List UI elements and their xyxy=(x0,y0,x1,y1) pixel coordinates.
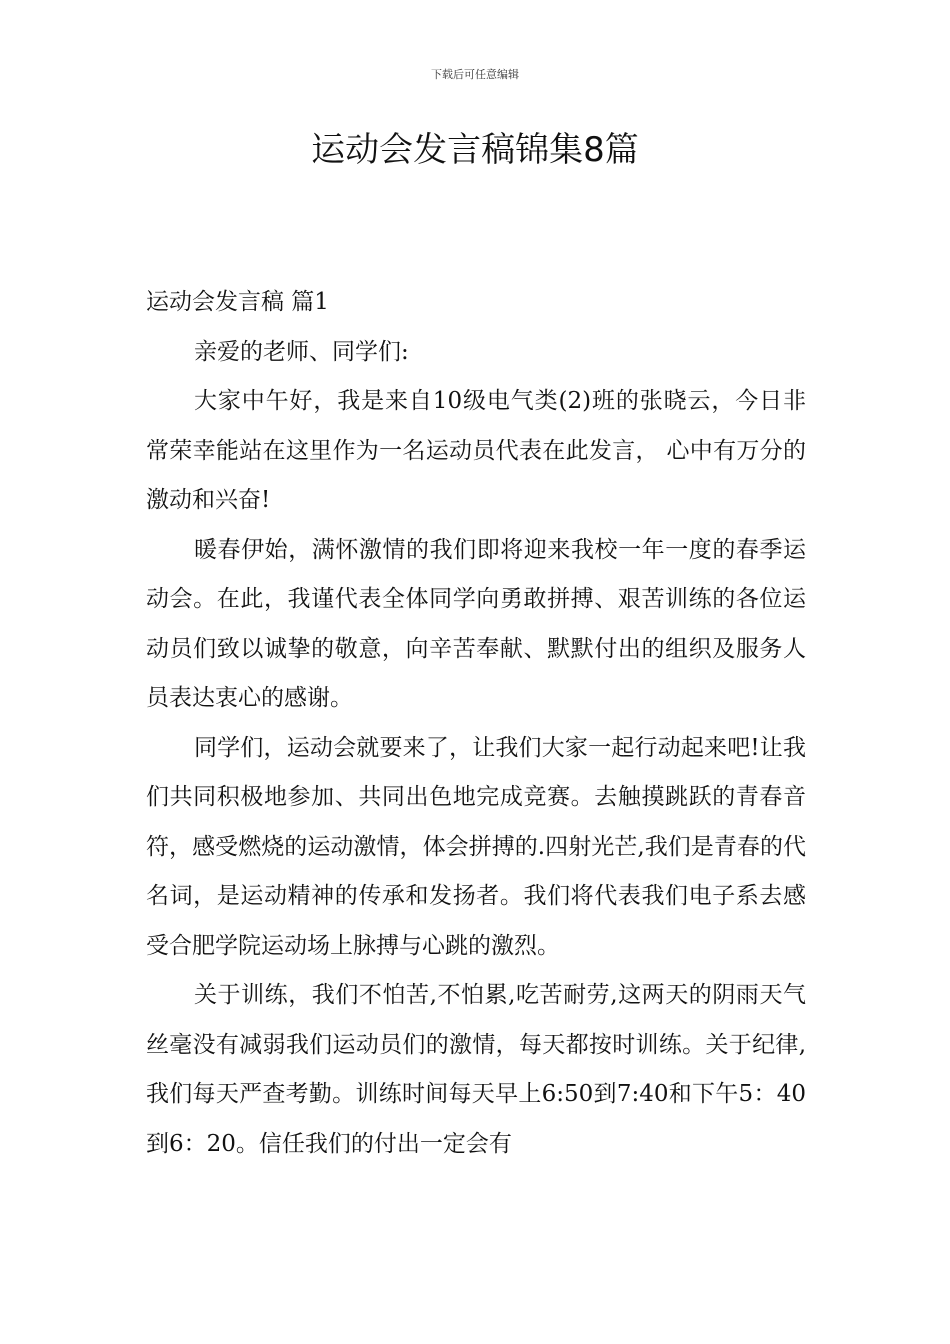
section-heading: 运动会发言稿 篇1 xyxy=(146,289,329,315)
salutation-paragraph: 亲爱的老师、同学们: xyxy=(194,338,409,365)
document-body xyxy=(146,278,806,1169)
training-paragraph: 关于训练，我们不怕苦,不怕累,吃苦耐劳,这两天的阴雨天气丝毫没有减弱我们运动员们的激情，每天都按时训练。关于纪律,我们每天严查考勤。训练时间每天早上6:50到7:40和下午5：40到6：20。信任我们的付出一定会有 xyxy=(146,982,806,1157)
document-title: 运动会发言稿锦集8篇 xyxy=(311,130,639,170)
spring-games-paragraph: 暖春伊始，满怀激情的我们即将迎来我校一年一度的春季运动会。在此，我谨代表全体同学向勇敢拼搏、艰苦训练的各位运动员们致以诚挚的敬意，向辛苦奉献、默默付出的组织及服务人员表达衷心的感谢。 xyxy=(146,536,806,711)
call-to-action-paragraph: 同学们，运动会就要来了，让我们大家一起行动起来吧!让我们共同积极地参加、共同出色地完成竞赛。去触摸跳跃的青春音符，感受燃烧的运动激情，体会拼搏的.四射光芒,我们是青春的代名词，是运动精神的传承和发扬者。我们将代表我们电子系去感受合肥学院运动场上脉搏与心跳的激烈。 xyxy=(146,734,806,959)
page-header-note: 下载后可任意编辑 xyxy=(431,68,519,81)
intro-paragraph: 大家中午好，我是来自10级电气类(2)班的张晓云，今日非常荣幸能站在这里作为一名运动员代表在此发言， 心中有万分的激动和兴奋! xyxy=(146,388,806,513)
